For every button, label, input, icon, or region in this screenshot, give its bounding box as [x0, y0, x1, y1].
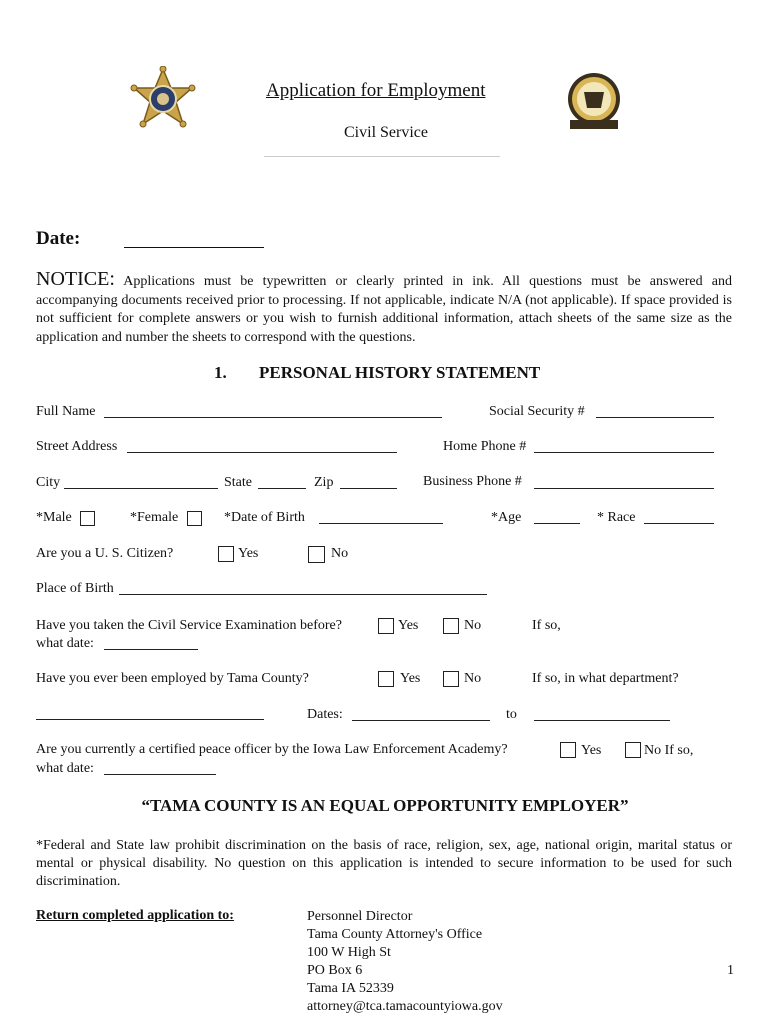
notice-text: Applications must be typewritten or clearly printed in ink. All questions must be answered and accompanying documents received prior to processing. If not applicable, indicate N/A (not applicable). If space provided is not sufficient for complete answers or you wish to furnish additional information, attach sheets of the same size as the application and number the sheets to correspond with the questions. — [36, 274, 732, 345]
state-field[interactable] — [258, 475, 306, 489]
race-label: * Race — [597, 510, 636, 525]
return-address — [307, 908, 503, 1016]
return-line: 100 W High St — [307, 945, 391, 960]
exam-date-field[interactable] — [104, 636, 198, 650]
eoe-statement: “TAMA COUNTY IS AN EQUAL OPPORTUNITY EMPLOYER” — [141, 796, 629, 815]
return-line: Personnel Director — [307, 909, 413, 924]
dates-to-field[interactable] — [534, 707, 670, 721]
officer-what-date-label: what date: — [36, 761, 94, 776]
citizen-yes-checkbox[interactable] — [218, 546, 234, 562]
ssn-field[interactable] — [596, 404, 714, 418]
business-phone-label: Business Phone # — [423, 474, 522, 489]
business-phone-field[interactable] — [534, 475, 714, 489]
zip-label: Zip — [314, 475, 334, 490]
exam-no-label: No — [464, 618, 482, 633]
page-title: Application for Employment — [266, 80, 486, 101]
full-name-field[interactable] — [104, 404, 442, 418]
officer-question: Are you currently a certified peace officer by the Iowa Law Enforcement Academy? — [36, 742, 508, 757]
department-field[interactable] — [36, 706, 264, 720]
city-label: City — [36, 475, 61, 490]
ssn-label: Social Security # — [489, 404, 585, 419]
place-of-birth-field[interactable] — [119, 581, 487, 595]
county-seal-logo — [566, 68, 622, 134]
exam-question: Have you taken the Civil Service Examination before? — [36, 618, 342, 633]
return-line: Tama IA 52339 — [307, 981, 394, 996]
exam-yes-label: Yes — [398, 618, 419, 633]
employed-department-label: If so, in what department? — [532, 671, 679, 686]
exam-if-so-label: If so, — [532, 618, 561, 633]
return-label: Return completed application to: — [36, 908, 234, 923]
female-checkbox[interactable] — [187, 511, 202, 526]
age-field[interactable] — [534, 510, 580, 524]
return-line: Tama County Attorney's Office — [307, 927, 483, 942]
officer-yes-label: Yes — [581, 743, 602, 758]
zip-field[interactable] — [340, 475, 397, 489]
dates-to-label: to — [506, 707, 517, 722]
age-label: *Age — [491, 510, 522, 525]
section-number: 1. — [214, 363, 227, 382]
full-name-label: Full Name — [36, 404, 96, 419]
exam-what-date-label: what date: — [36, 636, 94, 651]
officer-yes-checkbox[interactable] — [560, 742, 576, 758]
employed-yes-label: Yes — [400, 671, 421, 686]
notice-paragraph — [36, 270, 732, 347]
officer-no-label: No If so, — [644, 743, 694, 758]
place-of-birth-label: Place of Birth — [36, 581, 114, 596]
male-checkbox[interactable] — [80, 511, 95, 526]
dates-label: Dates: — [307, 707, 343, 722]
discrimination-disclaimer: *Federal and State law prohibit discrimination on the basis of race, religion, sex, age, national origin, marital status or mental or physical disability. No question on this application is intended to secure information to be used for such discrimination. — [36, 838, 732, 889]
employed-no-checkbox[interactable] — [443, 671, 459, 687]
citizen-yes-label: Yes — [238, 546, 259, 561]
employed-no-label: No — [464, 671, 482, 686]
return-email-link[interactable]: attorney@tca.tamacountyiowa.gov — [307, 999, 503, 1014]
race-field[interactable] — [644, 510, 714, 524]
page-number: 1 — [727, 963, 734, 978]
page-subtitle: Civil Service — [344, 124, 428, 141]
header-divider — [264, 156, 500, 157]
dob-label: *Date of Birth — [224, 510, 305, 525]
sheriff-badge-logo — [128, 66, 198, 138]
notice-label: NOTICE: — [36, 268, 115, 290]
street-address-label: Street Address — [36, 439, 118, 454]
city-field[interactable] — [64, 475, 218, 489]
street-address-field[interactable] — [127, 439, 397, 453]
dob-field[interactable] — [319, 510, 443, 524]
return-line: PO Box 6 — [307, 963, 363, 978]
state-label: State — [224, 475, 252, 490]
officer-date-field[interactable] — [104, 761, 216, 775]
employed-question: Have you ever been employed by Tama County? — [36, 671, 309, 686]
date-field[interactable] — [124, 232, 264, 248]
home-phone-label: Home Phone # — [443, 439, 527, 454]
male-label: *Male — [36, 510, 72, 525]
exam-no-checkbox[interactable] — [443, 618, 459, 634]
citizen-question: Are you a U. S. Citizen? — [36, 546, 174, 561]
home-phone-field[interactable] — [534, 439, 714, 453]
date-label: Date: — [36, 228, 81, 249]
citizen-no-label: No — [331, 546, 349, 561]
exam-yes-checkbox[interactable] — [378, 618, 394, 634]
dates-from-field[interactable] — [352, 707, 490, 721]
officer-no-checkbox[interactable] — [625, 742, 641, 758]
female-label: *Female — [130, 510, 179, 525]
citizen-no-checkbox[interactable] — [308, 546, 325, 563]
employed-yes-checkbox[interactable] — [378, 671, 394, 687]
section-title: PERSONAL HISTORY STATEMENT — [259, 363, 541, 382]
